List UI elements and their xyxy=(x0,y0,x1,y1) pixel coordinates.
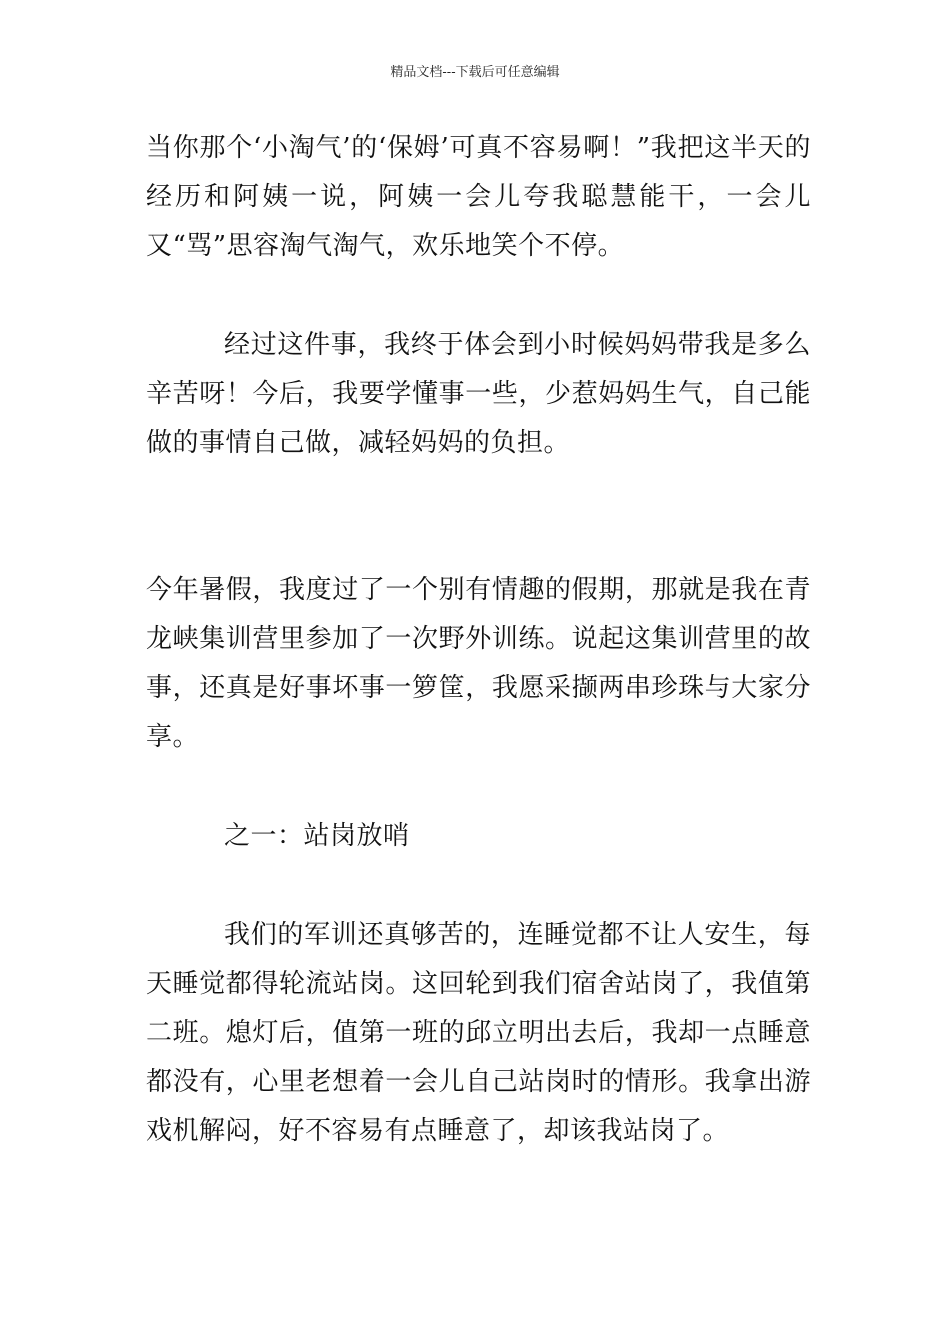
paragraph-gap xyxy=(146,271,811,321)
paragraph-3: 今年暑假，我度过了一个别有情趣的假期，那就是我在青龙峡集训营里参加了一次野外训练。说起这集训营里的故事，还真是好事坏事一箩筐，我愿采撷两串珍珠与大家分享。 xyxy=(146,575,811,752)
paragraph-gap xyxy=(146,762,811,812)
page-header: 精品文档---下载后可任意编辑 xyxy=(390,65,560,80)
paragraph-4: 我们的军训还真够苦的，连睡觉都不让人安生，每天睡觉都得轮流站岗。这回轮到我们宿舍站岗了，我值第二班。熄灯后，值第一班的邱立明出去后，我却一点睡意都没有，心里老想着一会儿自己站岗时的情形。我拿出游戏机解闷，好不容易有点睡意了，却该我站岗了。 xyxy=(146,920,811,1146)
section-heading: 之一：站岗放哨 xyxy=(224,821,410,851)
paragraph-2: 经过这件事，我终于体会到小时候妈妈带我是多么辛苦呀！今后，我要学懂事一些，少惹妈妈生气，自己能做的事情自己做，减轻妈妈的负担。 xyxy=(146,330,811,458)
document-body xyxy=(146,124,811,1156)
paragraph-gap xyxy=(146,468,811,566)
paragraph-gap xyxy=(146,861,811,911)
paragraph-1: 当你那个‘小淘气’的‘保姆’可真不容易啊！”我把这半天的经历和阿姨一说，阿姨一会儿夸我聪慧能干，一会儿又“骂”思容淘气淘气，欢乐地笑个不停。 xyxy=(146,133,811,261)
